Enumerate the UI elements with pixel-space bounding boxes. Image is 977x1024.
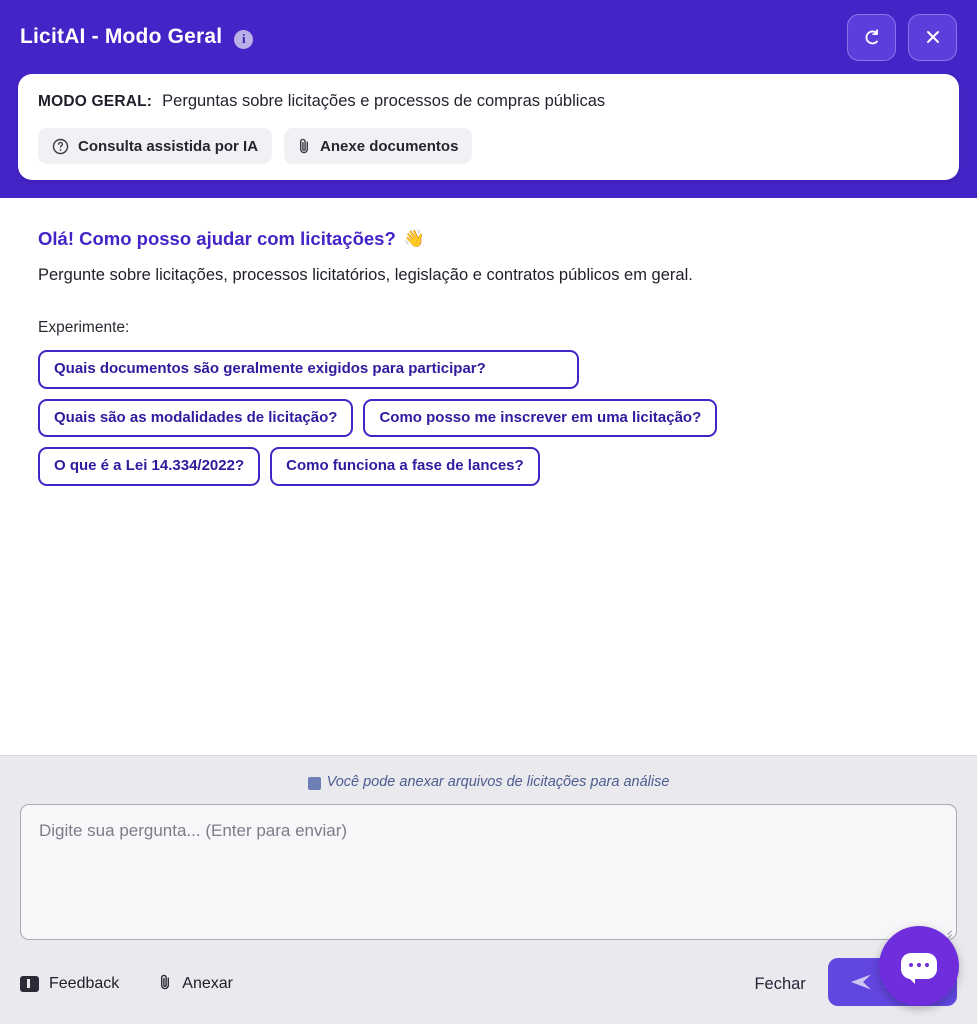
suggestion-list bbox=[38, 350, 828, 486]
footer-actions bbox=[20, 960, 957, 1008]
chip-label: Consulta assistida por IA bbox=[78, 137, 259, 155]
info-note-icon bbox=[308, 777, 321, 790]
header-top-bar bbox=[14, 0, 963, 74]
message-input[interactable] bbox=[37, 819, 940, 925]
waving-hand-icon: 👋 bbox=[403, 229, 425, 248]
refresh-button[interactable] bbox=[847, 14, 896, 61]
paperclip-icon bbox=[298, 137, 311, 155]
send-plane-icon bbox=[850, 973, 872, 991]
paperclip-icon bbox=[159, 973, 172, 996]
feedback-label: Feedback bbox=[49, 975, 120, 992]
widget-header bbox=[0, 0, 977, 198]
suggestion-chip[interactable]: O que é a Lei 14.334/2022? bbox=[38, 447, 260, 486]
close-icon bbox=[924, 28, 942, 46]
attach-button[interactable] bbox=[159, 973, 233, 996]
composer-footer bbox=[0, 755, 977, 1024]
refresh-icon bbox=[862, 28, 881, 47]
suggestion-chip[interactable]: Como funciona a fase de lances? bbox=[270, 447, 540, 486]
mode-chip-row bbox=[38, 128, 939, 164]
conversation-area bbox=[0, 198, 977, 755]
attach-hint bbox=[20, 774, 957, 790]
suggestion-chip[interactable]: Quais documentos são geralmente exigidos para participar? bbox=[38, 350, 579, 389]
attach-hint-text: Você pode anexar arquivos de licitações para análise bbox=[326, 774, 670, 790]
intro-text: Pergunte sobre licitações, processos licitatórios, legislação e contratos públicos em geral. bbox=[38, 266, 693, 284]
chip-label: Anexe documentos bbox=[320, 137, 459, 155]
chip-ai-consult[interactable] bbox=[38, 128, 272, 164]
mode-description: Perguntas sobre licitações e processos de compras públicas bbox=[162, 92, 606, 110]
suggestions-label: Experimente: bbox=[38, 319, 130, 336]
mode-line bbox=[38, 92, 939, 111]
close-dialog-button[interactable]: Fechar bbox=[754, 974, 806, 993]
suggestion-chip[interactable]: Quais são as modalidades de licitação? bbox=[38, 399, 353, 438]
close-button[interactable] bbox=[908, 14, 957, 61]
greeting-text: Olá! Como posso ajudar com licitações? bbox=[38, 228, 396, 249]
chip-attach-documents[interactable] bbox=[284, 128, 472, 164]
feedback-icon bbox=[20, 976, 39, 992]
chat-bubble-dots bbox=[909, 963, 929, 967]
mode-card bbox=[18, 74, 959, 180]
chat-launcher-button[interactable] bbox=[879, 926, 959, 1006]
page-title: LicitAI - Modo Geral bbox=[20, 25, 223, 48]
suggestion-chip[interactable]: Como posso me inscrever em uma licitação? bbox=[363, 399, 717, 438]
info-icon[interactable]: i bbox=[234, 30, 253, 49]
header-actions bbox=[847, 14, 957, 61]
greeting-heading bbox=[38, 228, 939, 250]
feedback-button[interactable] bbox=[20, 975, 119, 993]
attach-label: Anexar bbox=[182, 975, 233, 992]
question-circle-icon bbox=[52, 138, 69, 155]
composer-box[interactable] bbox=[20, 804, 957, 940]
mode-label: MODO GERAL: bbox=[38, 93, 153, 110]
